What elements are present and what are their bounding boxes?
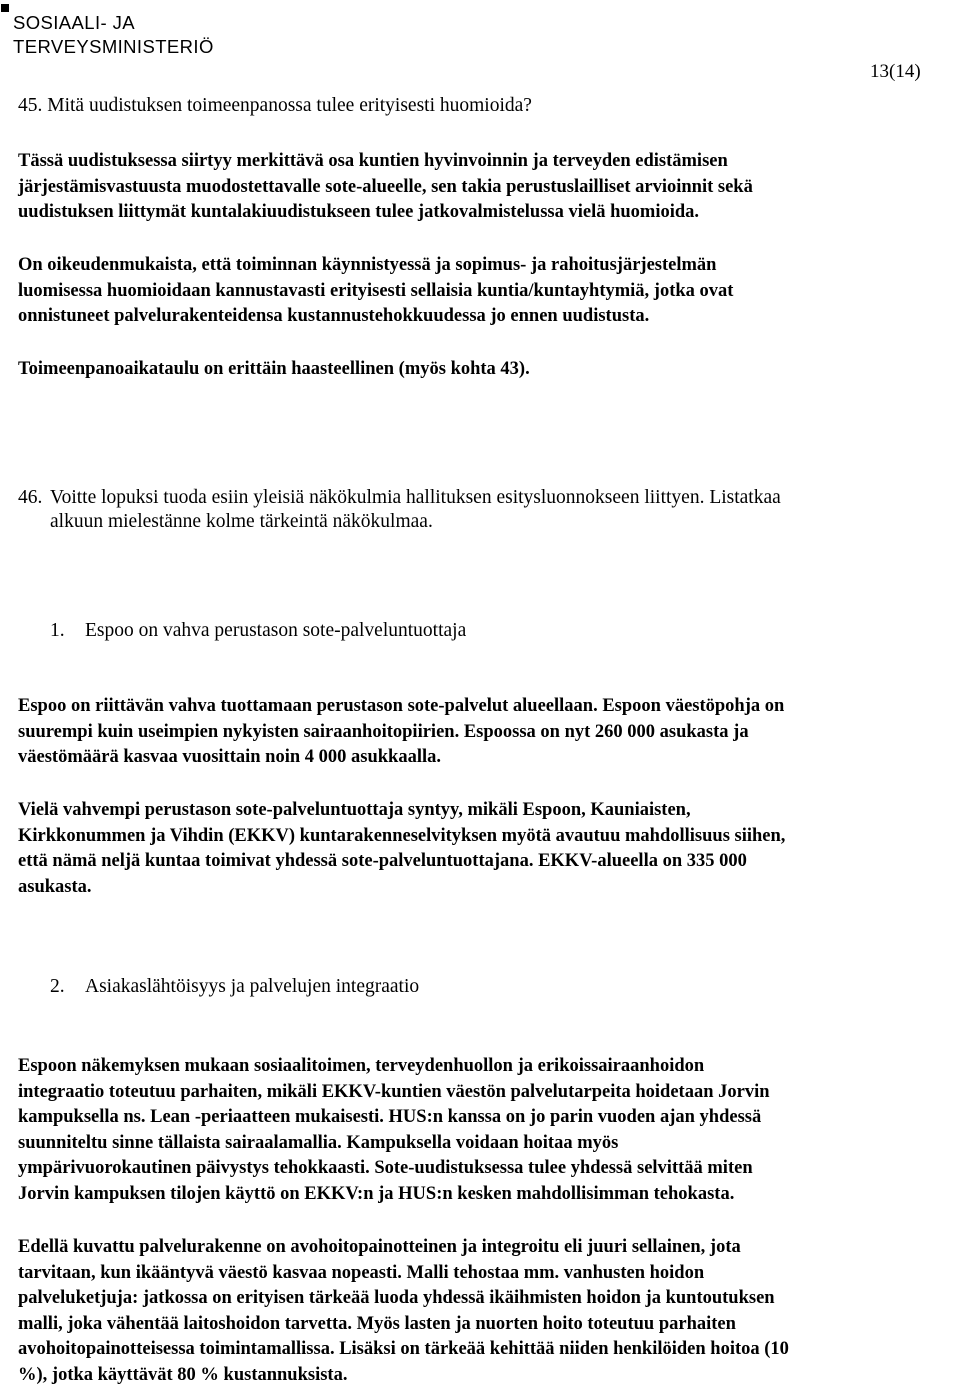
point-2-paragraph-2 (18, 1235, 789, 1388)
text-line: Edellä kuvattu palvelurakenne on avohoitopainotteinen ja integroitu eli juuri sellainen, jota (18, 1237, 741, 1257)
text-line: palveluketjuja: jatkossa on erityisen tärkeää luoda yhdessä ikäihmisten hoidon ja kuntoutuksen (18, 1288, 775, 1308)
text-line: uudistuksen liittymät kuntalakiuudistukseen tulee jatkovalmistelussa vielä huomioida. (18, 202, 700, 222)
text-line: Espoo on riittävän vahva tuottamaan perustason sote-palvelut alueellaan. Espoon väestöpohja on (18, 696, 785, 716)
point-1-number: 1. (50, 620, 65, 641)
point-1-heading: Espoo on vahva perustason sote-palveluntuottaja (85, 620, 467, 641)
text-line: että nämä neljä kuntaa toimivat yhdessä sote-palveluntuottajana. EKKV-alueella on 335 000 (18, 851, 747, 871)
point-2-paragraph-1 (18, 1054, 770, 1207)
logo-mark (1, 4, 9, 12)
question-46 (50, 486, 781, 534)
text-line: kampuksella ns. Lean -periaatteen mukaisesti. HUS:n kanssa on jo parin vuoden ajan yhdessä (18, 1107, 762, 1127)
text-line: alkuun mielestänne kolme tärkeintä näkökulmaa. (50, 511, 433, 532)
question-46-number: 46. (18, 487, 43, 508)
text-line: Jorvin kampuksen tilojen käyttö on EKKV:n ja HUS:n kesken mahdollisimman tehokasta. (18, 1183, 735, 1204)
text-line: avohoitopainotteisessa toimintamallissa. Lisäksi on tärkeää kehittää niiden henkilöiden hoitoa (10 (18, 1339, 789, 1359)
text-line: suunniteltu sinne tällaista sairaalamallia. Kampuksella voidaan hoitaa myös (18, 1132, 619, 1153)
point-1-paragraph-2 (18, 798, 785, 900)
text-line: väestömäärä kasvaa vuosittain noin 4 000 asukkaalla. (18, 747, 441, 767)
page-number: 13(14) (870, 61, 921, 82)
q45-answer-paragraph-3: Toimeenpanoaikataulu on erittäin haasteellinen (myös kohta 43). (18, 359, 530, 379)
ministry-logo-line1: SOSIAALI- JA (13, 12, 136, 33)
text-line: %), jotka käyttävät 80 % kustannuksista. (18, 1364, 348, 1385)
ministry-logo-line2: TERVEYSMINISTERIÖ (13, 36, 214, 57)
text-line: järjestämisvastuusta muodostettavalle sote-alueelle, sen takia perustuslailliset arvioinnit sekä (18, 176, 753, 197)
text-line: On oikeudenmukaista, että toiminnan käynnistyessä ja sopimus- ja rahoitusjärjestelmän (18, 255, 717, 275)
question-45: 45. Mitä uudistuksen toimeenpanossa tulee erityisesti huomioida? (18, 95, 532, 116)
text-line: malli, joka vähentää laitoshoidon tarvetta. Myös lasten ja nuorten hoito toteutuu parhaiten (18, 1313, 736, 1334)
text-line: Voitte lopuksi tuoda esiin yleisiä näkökulmia hallituksen esitysluonnokseen liittyen. Listatkaa (50, 487, 781, 508)
text-line: Kirkkonummen ja Vihdin (EKKV) kuntarakenneselvityksen myötä avautuu mahdollisuus siihen, (18, 825, 786, 846)
point-1-paragraph-1 (18, 694, 784, 771)
text-line: Espoon näkemyksen mukaan sosiaalitoimen, terveydenhuollon ja erikoissairaanhoidon (18, 1056, 705, 1076)
text-line: luomisessa huomioidaan kannustavasti erityisesti sellaisia kuntia/kuntayhtymiä, jotka ovat (18, 280, 734, 301)
text-line: integraatio toteutuu parhaiten, mikäli EKKV-kuntien väestön palvelutarpeita hoidetaan Jorvin (18, 1081, 770, 1102)
point-2-heading: Asiakaslähtöisyys ja palvelujen integraatio (85, 976, 420, 997)
text-line: tarvitaan, kun ikääntyvä väestö kasvaa nopeasti. Malli tehostaa mm. vanhusten hoidon (18, 1262, 705, 1283)
text-line: Vielä vahvempi perustason sote-palveluntuottaja syntyy, mikäli Espoon, Kauniaisten, (18, 800, 691, 820)
text-line: asukasta. (18, 876, 92, 897)
text-line: onnistuneet palvelurakenteidensa kustannustehokkuudessa jo ennen uudistusta. (18, 306, 650, 326)
point-2-number: 2. (50, 976, 65, 997)
text-line: Tässä uudistuksessa siirtyy merkittävä osa kuntien hyvinvoinnin ja terveyden edistämisen (18, 151, 728, 171)
text-line: ympärivuorokautinen päivystys tehokkaasti. Sote-uudistuksessa tulee yhdessä selvittää miten (18, 1158, 753, 1178)
q45-answer-paragraph-1 (18, 149, 753, 226)
text-line: suurempi kuin useimpien nykyisten sairaanhoitopiirien. Espoossa on nyt 260 000 asukasta ja (18, 721, 749, 742)
q45-answer-paragraph-2 (18, 253, 733, 330)
